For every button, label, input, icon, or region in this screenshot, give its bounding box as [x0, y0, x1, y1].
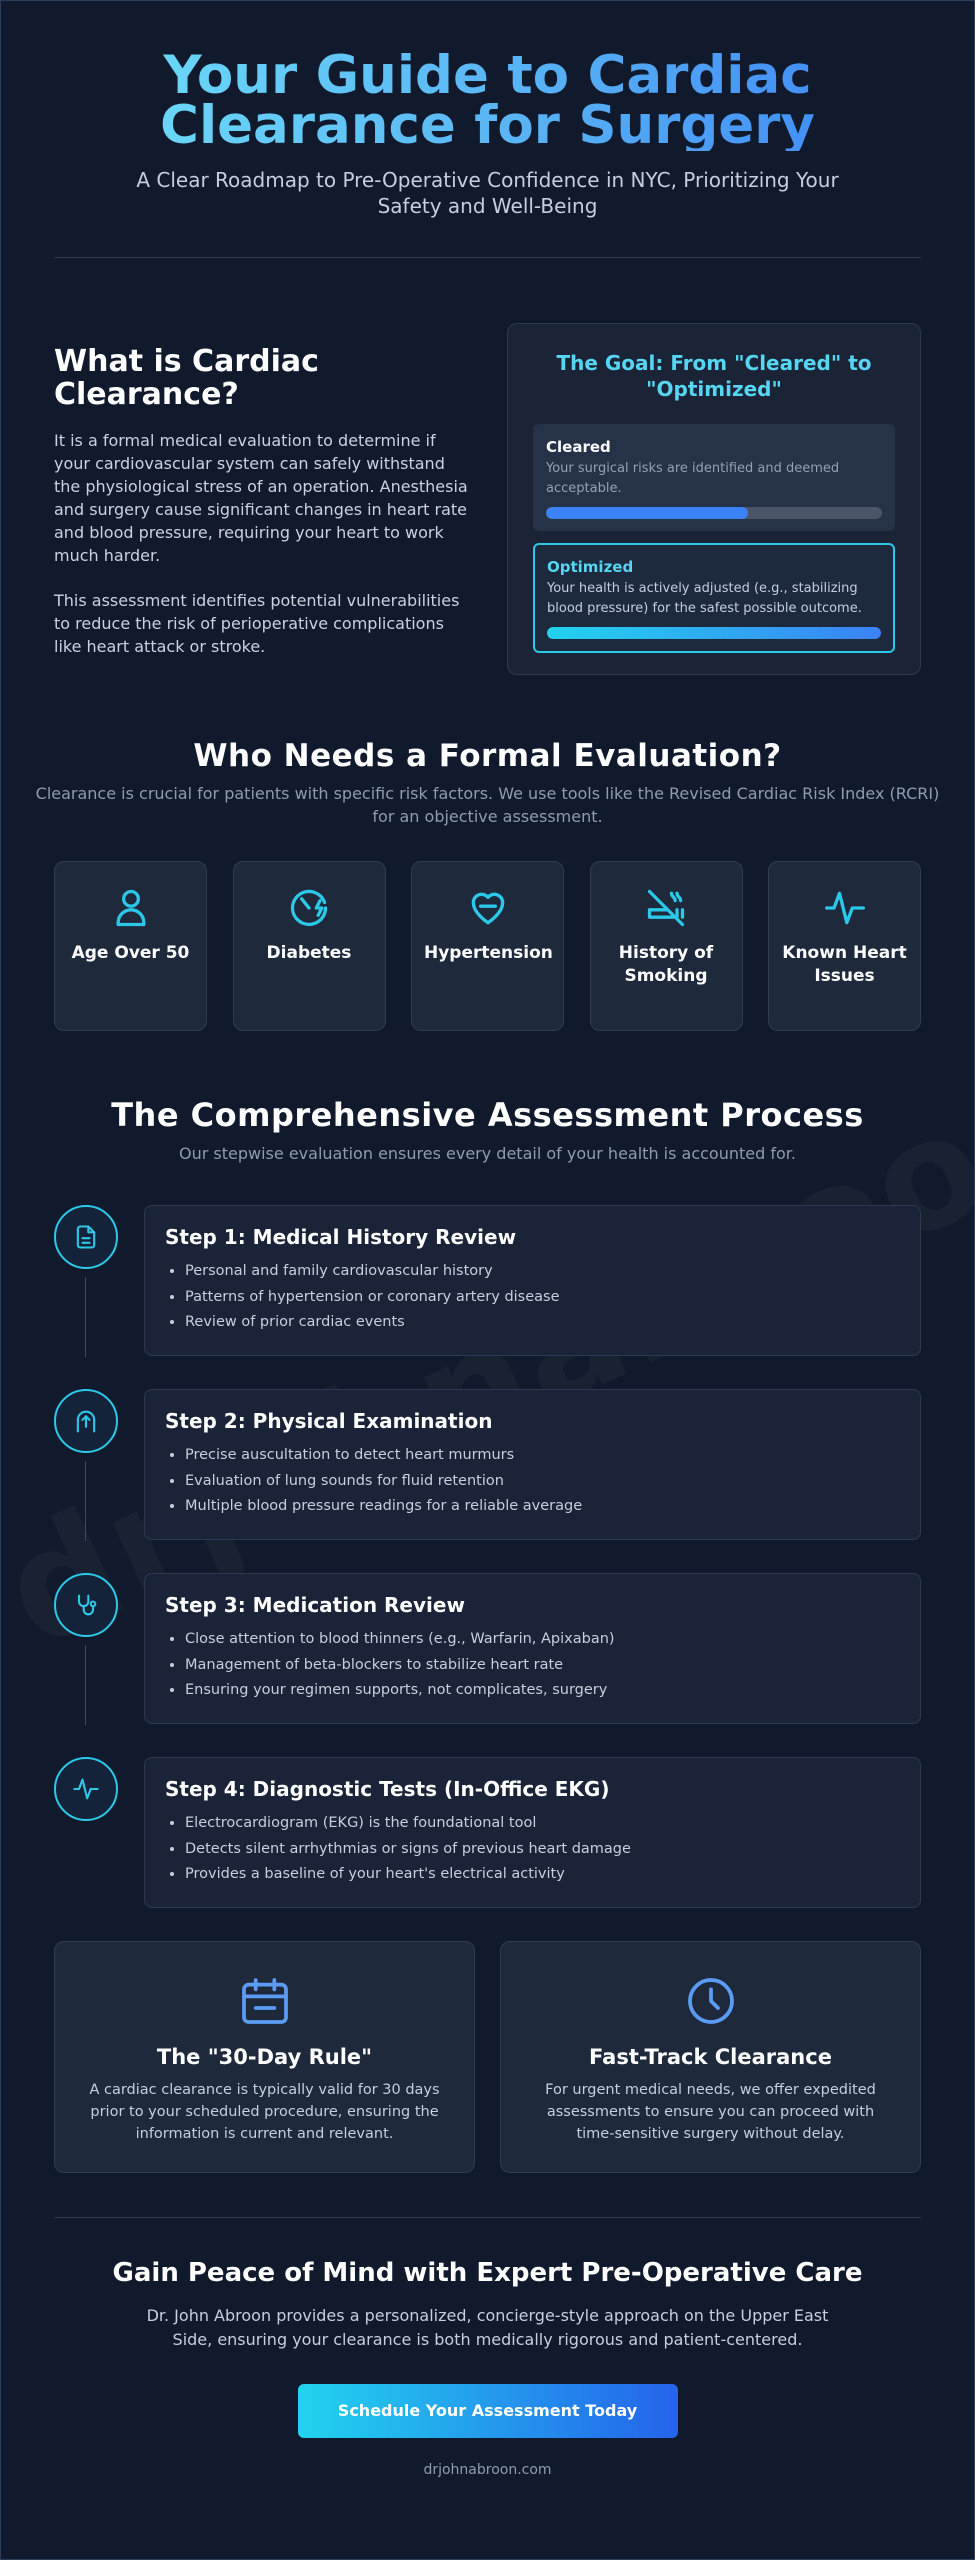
- page-title: Your Guide to Cardiac Clearance for Surgery: [38, 51, 938, 151]
- step-1: [54, 1205, 921, 1356]
- user-icon: [109, 886, 153, 930]
- what-is-heading: What is Cardiac Clearance?: [54, 344, 319, 412]
- stage-optimized: [533, 543, 895, 653]
- stage-label: Cleared: [546, 438, 611, 456]
- step-item: • Review of prior cardiac events: [185, 1310, 900, 1336]
- step-card: [144, 1757, 921, 1908]
- step-title: Step 3: Medication Review: [165, 1593, 465, 1617]
- section-subtitle: Our stepwise evaluation ensures every detail of your health is accounted for.: [179, 1144, 796, 1163]
- step-icon: [54, 1389, 118, 1453]
- risk-card-diabetes: [233, 861, 386, 1031]
- step-item: • Electrocardiogram (EKG) is the foundational tool: [185, 1811, 900, 1837]
- heart-icon: [466, 886, 510, 930]
- risk-label: Hypertension: [424, 943, 553, 963]
- progress-bar: [546, 507, 882, 519]
- goal-card: [507, 323, 921, 675]
- ekg-icon: [72, 1775, 100, 1803]
- step-item: • Provides a baseline of your heart's electrical activity: [185, 1862, 900, 1888]
- risk-label: Age Over 50: [71, 943, 190, 963]
- what-is-text: [54, 323, 474, 675]
- feature-title: The "30-Day Rule": [156, 2045, 373, 2069]
- step-icon: [54, 1573, 118, 1637]
- cta-section: [1, 2217, 974, 2478]
- section-title: Who Needs a Formal Evaluation?: [193, 738, 782, 774]
- risk-label: History of Smoking: [618, 943, 714, 986]
- step-item: • Close attention to blood thinners (e.g., Warfarin, Apixaban): [185, 1627, 900, 1653]
- step-title: Step 1: Medical History Review: [165, 1225, 517, 1249]
- step-title: Step 2: Physical Examination: [165, 1409, 493, 1433]
- step-item: • Precise auscultation to detect heart murmurs: [185, 1443, 900, 1469]
- risk-card-heart-issues: [768, 861, 921, 1031]
- no-smoking-icon: [644, 886, 688, 930]
- step-card: [144, 1389, 921, 1540]
- step-connector: [85, 1461, 86, 1541]
- risk-card-hypertension: [411, 861, 564, 1031]
- medication-icon: [72, 1591, 100, 1619]
- website-link[interactable]: drjohnabroon.com: [423, 2462, 552, 2478]
- step-item: • Evaluation of lung sounds for fluid retention: [185, 1469, 900, 1495]
- what-is-section: [1, 323, 974, 675]
- step-list: [165, 1443, 900, 1520]
- what-is-paragraph: It is a formal medical evaluation to determine if your cardiovascular system can safely withstand the physiological stress of an operation. Anesthesia and surgery cause significant changes in heart rate and blood pressure, requiring your heart to work much harder.: [54, 431, 468, 565]
- risk-label: Known Heart Issues: [782, 943, 907, 986]
- schedule-assessment-button[interactable]: Schedule Your Assessment Today: [298, 2384, 678, 2438]
- section-title: The Comprehensive Assessment Process: [111, 1096, 864, 1134]
- page-subtitle: A Clear Roadmap to Pre-Operative Confidence in NYC, Prioritizing Your Safety and Well-Being: [136, 168, 839, 218]
- what-is-paragraph: This assessment identifies potential vulnerabilities to reduce the risk of perioperative complications like heart attack or stroke.: [54, 591, 460, 656]
- step-item: • Patterns of hypertension or coronary artery disease: [185, 1285, 900, 1311]
- feature-description: A cardiac clearance is typically valid for 30 days prior to your scheduled procedure, ensuring the information is current and relevant.: [89, 2082, 440, 2142]
- stage-description: Your surgical risks are identified and deemed acceptable.: [546, 461, 840, 496]
- feature-card-fast-track: [500, 1941, 921, 2173]
- risk-card-smoking: [590, 861, 743, 1031]
- feature-description: For urgent medical needs, we offer expedited assessments to ensure you can proceed with time-sensitive surgery without delay.: [545, 2082, 876, 2142]
- stage-description: Your health is actively adjusted (e.g., stabilizing blood pressure) for the safest possible outcome.: [547, 581, 862, 616]
- section-subtitle: Clearance is crucial for patients with specific risk factors. We use tools like the Revised Cardiac Risk Index (RCRI) for an objective assessment.: [35, 784, 940, 826]
- process-section: [1, 1096, 974, 1908]
- calendar-icon: [237, 1973, 293, 2029]
- step-list: [165, 1627, 900, 1704]
- progress-fill: [547, 627, 881, 639]
- feature-card-30-day: [54, 1941, 475, 2173]
- who-section: [1, 738, 974, 1031]
- step-card: [144, 1573, 921, 1724]
- step-item: • Detects silent arrhythmias or signs of previous heart damage: [185, 1837, 900, 1863]
- feature-title: Fast-Track Clearance: [589, 2045, 832, 2069]
- steps-list: [1, 1205, 974, 1908]
- gauge-icon: [287, 886, 331, 930]
- goal-title: The Goal: From "Cleared" to "Optimized": [556, 351, 872, 401]
- step-2: [54, 1389, 921, 1540]
- cta-heading: Gain Peace of Mind with Expert Pre-Operative Care: [112, 2258, 863, 2288]
- document-icon: [72, 1223, 100, 1251]
- divider: [54, 2217, 921, 2218]
- step-title: Step 4: Diagnostic Tests (In-Office EKG): [165, 1777, 610, 1801]
- step-item: • Ensuring your regimen supports, not complicates, surgery: [185, 1678, 900, 1704]
- progress-bar: [547, 627, 881, 639]
- step-3: [54, 1573, 921, 1724]
- features-section: [1, 1941, 974, 2173]
- divider: [54, 257, 921, 258]
- step-item: • Management of beta-blockers to stabilize heart rate: [185, 1653, 900, 1679]
- risk-factor-grid: [1, 861, 974, 1031]
- examination-icon: [72, 1407, 100, 1435]
- clock-icon: [683, 1973, 739, 2029]
- step-list: [165, 1259, 900, 1336]
- hero-section: [1, 1, 974, 219]
- step-list: [165, 1811, 900, 1888]
- step-icon: [54, 1757, 118, 1821]
- step-card: [144, 1205, 921, 1356]
- step-item: • Personal and family cardiovascular history: [185, 1259, 900, 1285]
- step-4: [54, 1757, 921, 1908]
- risk-card-age: [54, 861, 207, 1031]
- stage-cleared: [533, 424, 895, 531]
- risk-label: Diabetes: [266, 943, 352, 963]
- stage-label: Optimized: [547, 558, 634, 576]
- heartbeat-icon: [823, 886, 867, 930]
- step-connector: [85, 1645, 86, 1725]
- step-item: • Multiple blood pressure readings for a reliable average: [185, 1494, 900, 1520]
- progress-fill: [546, 507, 748, 519]
- cta-text: Dr. John Abroon provides a personalized, concierge-style approach on the Upper East Side, ensuring your clearance is both medically rigorous and patient-centered.: [146, 2306, 829, 2349]
- step-connector: [85, 1277, 86, 1357]
- step-icon: [54, 1205, 118, 1269]
